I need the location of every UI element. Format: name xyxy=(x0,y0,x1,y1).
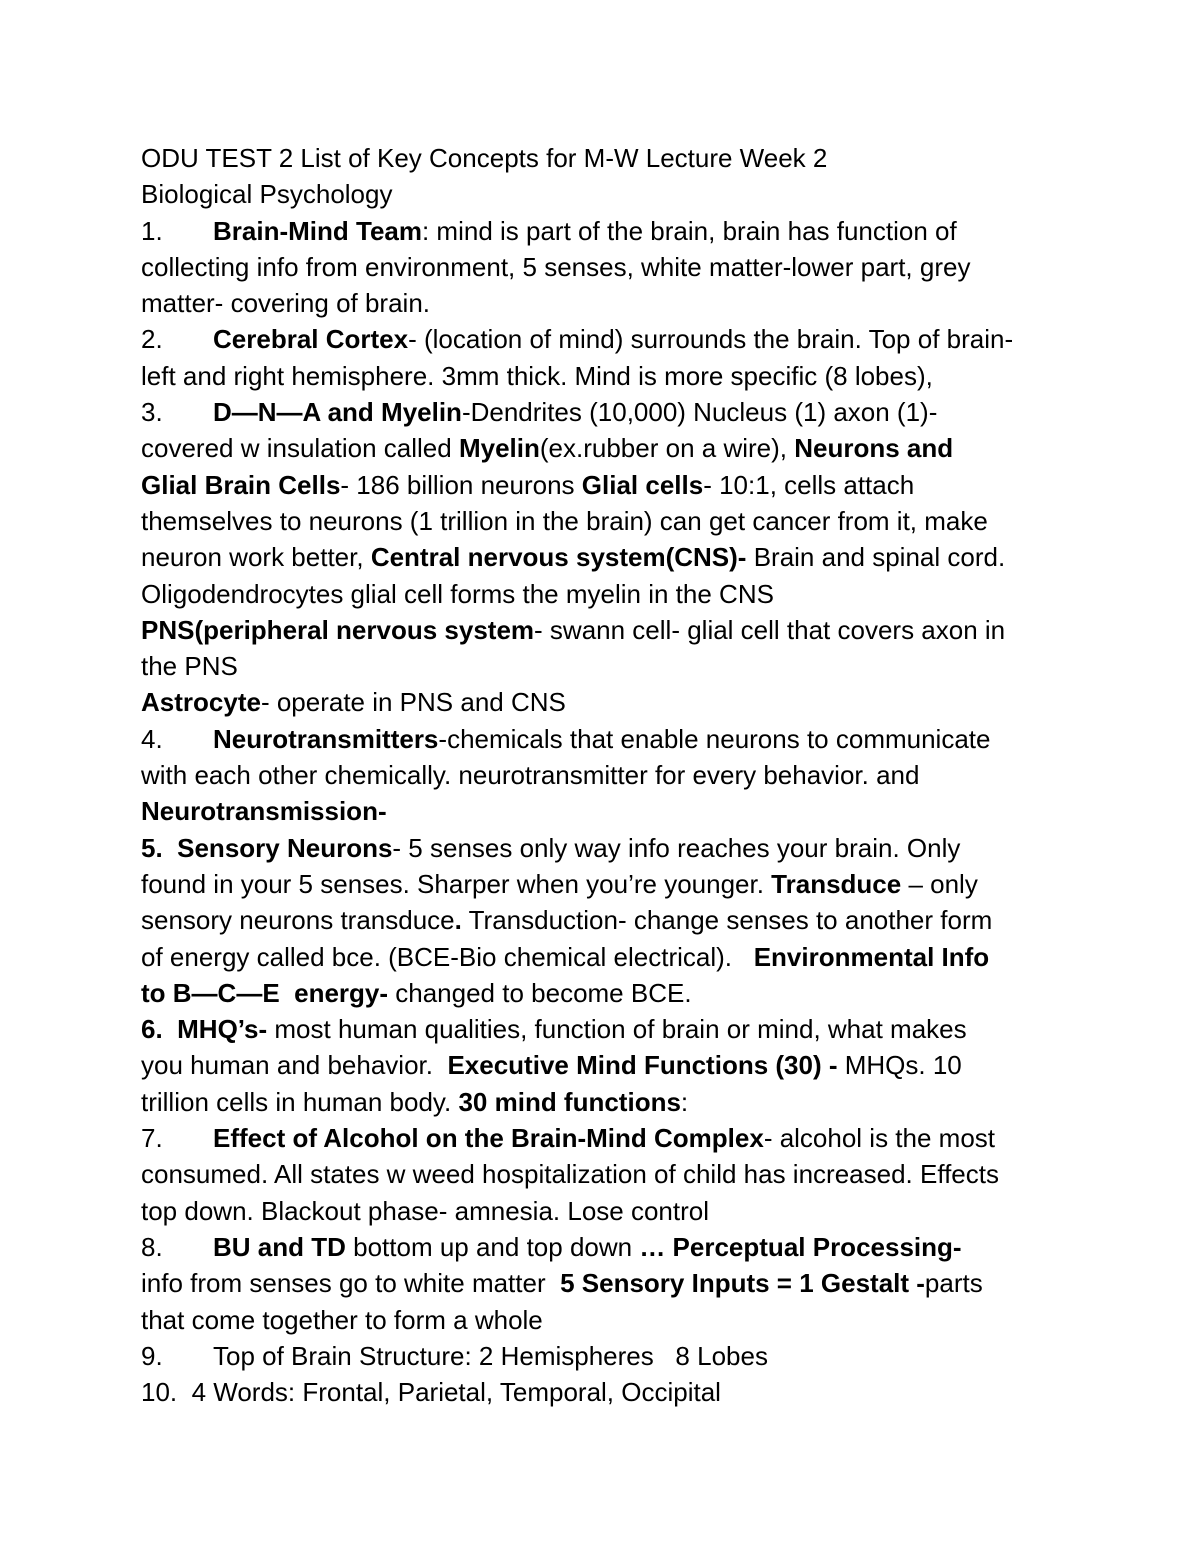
text-line xyxy=(141,975,1071,1011)
item-number: 4. xyxy=(141,723,163,754)
text-run: consumed. All states w weed hospitalization of child has increased. Effects xyxy=(141,1159,999,1190)
text-line xyxy=(141,902,1071,938)
text-run: neuron work better, xyxy=(141,542,371,573)
item-number: 9. xyxy=(141,1340,163,1371)
text-run: with each other chemically. neurotransmitter for every behavior. and xyxy=(141,760,920,791)
text-run: matter- covering of brain. xyxy=(141,288,431,319)
text-line xyxy=(141,793,1071,829)
text-run: Transduction- change senses to another form xyxy=(461,905,993,936)
text-run: Oligodendrocytes glial cell forms the myelin in the CNS xyxy=(141,578,774,609)
item-number: 3. xyxy=(141,397,163,428)
text-run: - swann cell- glial cell that covers axon in xyxy=(534,614,1006,645)
text-line xyxy=(141,939,1071,975)
text-line xyxy=(141,467,1071,503)
key-term: D—N—A and Myelin xyxy=(213,397,462,428)
key-term: Cerebral Cortex xyxy=(213,324,409,355)
key-term: 5. Sensory Neurons xyxy=(141,832,393,863)
text-run: info from senses go to white matter xyxy=(141,1268,561,1299)
text-run: : xyxy=(680,1086,689,1117)
text-line xyxy=(141,648,1071,684)
text-line xyxy=(141,1193,1071,1229)
text-line xyxy=(141,1302,1071,1338)
text-run: - (location of mind) surrounds the brain. Top of brain- xyxy=(408,324,1014,355)
text-run: found in your 5 senses. Sharper when you’re younger. xyxy=(141,868,772,899)
text-run: - 186 billion neurons xyxy=(340,469,582,500)
item-number: 7. xyxy=(141,1123,163,1154)
text-line xyxy=(141,503,1071,539)
key-term: to B—C—E energy- xyxy=(141,977,389,1008)
key-term: … Perceptual Processing- xyxy=(639,1231,962,1262)
text-line xyxy=(141,1084,1071,1120)
item-number: 8. xyxy=(141,1231,163,1262)
text-run: -chemicals that enable neurons to communicate xyxy=(438,723,991,754)
text-run: – only xyxy=(901,868,978,899)
key-term: Neurotransmitters xyxy=(213,723,439,754)
item-number: 2. xyxy=(141,324,163,355)
text-line xyxy=(141,612,1071,648)
item-number: 1. xyxy=(141,215,163,246)
text-line xyxy=(141,1265,1071,1301)
text-line xyxy=(141,430,1071,466)
text-line xyxy=(141,830,1071,866)
key-term: Effect of Alcohol on the Brain-Mind Complex xyxy=(213,1123,764,1154)
text-run: : mind is part of the brain, brain has function of xyxy=(421,215,957,246)
text-line xyxy=(141,684,1071,720)
concept-list xyxy=(141,213,1071,1411)
text-line xyxy=(141,866,1071,902)
text-run: you human and behavior. xyxy=(141,1050,448,1081)
text-run: that come together to form a whole xyxy=(141,1304,543,1335)
document-title: ODU TEST 2 List of Key Concepts for M-W Lecture Week 2 xyxy=(141,143,828,173)
text-run: - 10:1, cells attach xyxy=(703,469,915,500)
text-line xyxy=(141,721,1071,757)
text-run: collecting info from environment, 5 senses, white matter-lower part, grey xyxy=(141,251,971,282)
key-term: Glial Brain Cells xyxy=(141,469,341,500)
text-run: bottom up and top down xyxy=(345,1231,640,1262)
text-run: (ex.rubber on a wire), xyxy=(539,433,795,464)
key-term: . xyxy=(454,905,462,936)
text-run: 10. 4 Words: Frontal, Parietal, Temporal, Occipital xyxy=(141,1377,721,1408)
text-line xyxy=(141,321,1071,357)
text-run: covered w insulation called xyxy=(141,433,459,464)
key-term: Myelin xyxy=(458,433,540,464)
text-line xyxy=(141,1338,1071,1374)
key-term: Executive Mind Functions (30) - xyxy=(447,1050,838,1081)
text-line xyxy=(141,213,1071,249)
text-run: top down. Blackout phase- amnesia. Lose control xyxy=(141,1195,710,1226)
text-line xyxy=(141,757,1071,793)
text-run: parts xyxy=(924,1268,983,1299)
key-term: Glial cells xyxy=(581,469,704,500)
text-run: the PNS xyxy=(141,651,238,682)
document-page xyxy=(141,140,1071,1410)
text-run: Top of Brain Structure: 2 Hemispheres 8 Lobes xyxy=(213,1340,768,1371)
key-term: Neurotransmission- xyxy=(141,796,387,827)
text-line xyxy=(141,1120,1071,1156)
text-run: Brain and spinal cord. xyxy=(746,542,1006,573)
text-line xyxy=(141,1229,1071,1265)
text-run: - 5 senses only way info reaches your brain. Only xyxy=(392,832,961,863)
text-line xyxy=(141,1047,1071,1083)
text-run: themselves to neurons (1 trillion in the brain) can get cancer from it, make xyxy=(141,505,988,536)
key-term: 30 mind functions xyxy=(458,1086,681,1117)
text-run: of energy called bce. (BCE-Bio chemical electrical). xyxy=(141,941,754,972)
key-term: Brain-Mind Team xyxy=(213,215,422,246)
text-line xyxy=(141,249,1071,285)
text-line xyxy=(141,1011,1071,1047)
text-run: -Dendrites (10,000) Nucleus (1) axon (1)- xyxy=(461,397,938,428)
text-line xyxy=(141,285,1071,321)
text-line xyxy=(141,394,1071,430)
key-term: Neurons and xyxy=(794,433,954,464)
text-line xyxy=(141,576,1071,612)
key-term: 6. MHQ’s- xyxy=(141,1014,268,1045)
text-line xyxy=(141,1156,1071,1192)
text-line xyxy=(141,1374,1071,1410)
text-run: changed to become BCE. xyxy=(388,977,692,1008)
key-term: Astrocyte xyxy=(141,687,261,718)
text-run: sensory neurons transduce xyxy=(141,905,455,936)
text-run: MHQs. 10 xyxy=(837,1050,962,1081)
text-run: - alcohol is the most xyxy=(763,1123,996,1154)
key-term: Environmental Info xyxy=(753,941,990,972)
key-term: BU and TD xyxy=(213,1231,346,1262)
text-line xyxy=(141,539,1071,575)
key-term: Central nervous system(CNS)- xyxy=(370,542,747,573)
key-term: PNS(peripheral nervous system xyxy=(141,614,535,645)
text-run: - operate in PNS and CNS xyxy=(260,687,566,718)
text-line xyxy=(141,358,1071,394)
text-run: most human qualities, function of brain or mind, what makes xyxy=(267,1014,967,1045)
text-run: left and right hemisphere. 3mm thick. Mind is more specific (8 lobes), xyxy=(141,360,933,391)
text-run: trillion cells in human body. xyxy=(141,1086,459,1117)
key-term: 5 Sensory Inputs = 1 Gestalt - xyxy=(560,1268,925,1299)
document-subtitle: Biological Psychology xyxy=(141,179,393,210)
key-term: Transduce xyxy=(771,868,902,899)
